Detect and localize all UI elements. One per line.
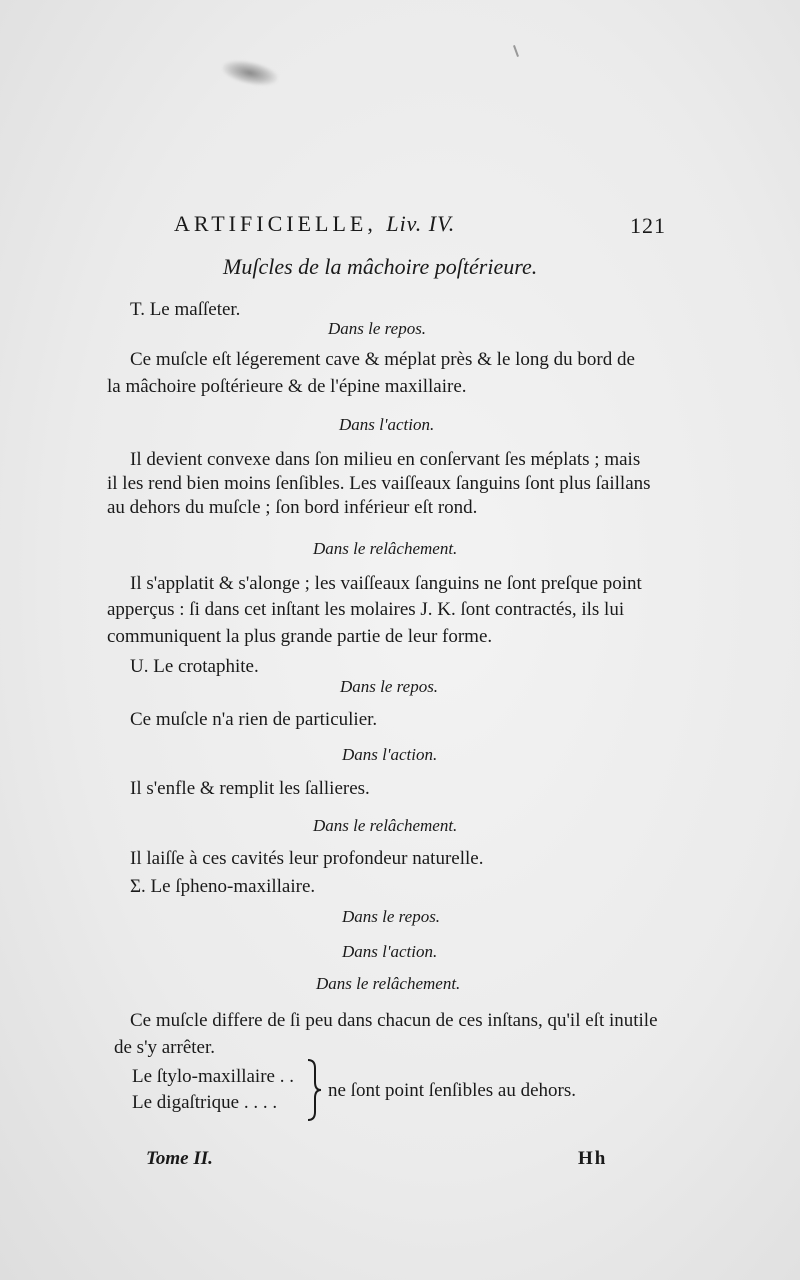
ink-smudge (220, 56, 279, 89)
body-line: de s'y arrêter. (114, 1037, 216, 1058)
body-line: Il s'applatit & s'alonge ; les vaiſſeaux ſanguins ne ſont preſque point (130, 573, 642, 594)
curly-brace-icon (305, 1058, 323, 1122)
muscle-item: Le ſtylo-maxillaire . . (132, 1066, 294, 1087)
body-line: Il s'enfle & remplit les ſallieres. (130, 778, 370, 799)
signature-mark: Hh (578, 1148, 608, 1169)
body-line: Il devient convexe dans ſon milieu en conſervant ſes méplats ; mais (130, 449, 641, 470)
brace-note: ne ſont point ſenſibles au dehors. (328, 1080, 577, 1101)
body-line: Ce muſcle n'a rien de particulier. (130, 709, 378, 730)
body-line: il les rend bien moins ſenſibles. Les vaiſſeaux ſanguins ſont plus ſaillans (107, 473, 651, 494)
body-line: communiquent la plus grande partie de leur forme. (107, 626, 493, 647)
state-heading: Dans le relâchement. (313, 816, 458, 835)
body-line: Ce muſcle eſt légerement cave & méplat près & le long du bord de (130, 349, 635, 370)
page-number: 121 (630, 213, 666, 238)
muscle-item: Le digaſtrique . . . . (132, 1092, 278, 1113)
body-line: Ce muſcle differe de ſi peu dans chacun de ces inſtans, qu'il eſt inutile (130, 1010, 658, 1031)
muscle-heading-t: T. Le maſſeter. (130, 299, 241, 320)
running-head (174, 213, 455, 235)
body-line: au dehors du muſcle ; ſon bord inférieur eſt rond. (107, 497, 478, 518)
volume-label: Tome II. (146, 1148, 213, 1169)
muscle-heading-u: U. Le crotaphite. (130, 656, 259, 677)
body-line: apperçus : ſi dans cet inſtant les molaires J. K. ſont contractés, ils lui (107, 599, 625, 620)
state-heading: Dans le repos. (340, 677, 439, 696)
section-title: Muſcles de la mâchoire poſtérieure. (223, 254, 538, 279)
body-line: Il laiſſe à ces cavités leur profondeur naturelle. (130, 848, 484, 869)
state-heading: Dans le repos. (328, 319, 427, 338)
state-heading: Dans le repos. (342, 907, 441, 926)
state-heading: Dans le relâchement. (313, 539, 458, 558)
state-heading: Dans l'action. (339, 415, 435, 434)
book-number: Liv. IV. (386, 211, 456, 236)
body-line: la mâchoire poſtérieure & de l'épine maxillaire. (107, 376, 467, 397)
margin-mark (513, 45, 519, 57)
state-heading: Dans le relâchement. (316, 974, 461, 993)
state-heading: Dans l'action. (342, 942, 438, 961)
running-title: ARTIFICIELLE, (174, 211, 377, 236)
state-heading: Dans l'action. (342, 745, 438, 764)
muscle-heading-sigma: Σ. Le ſpheno-maxillaire. (130, 876, 316, 897)
